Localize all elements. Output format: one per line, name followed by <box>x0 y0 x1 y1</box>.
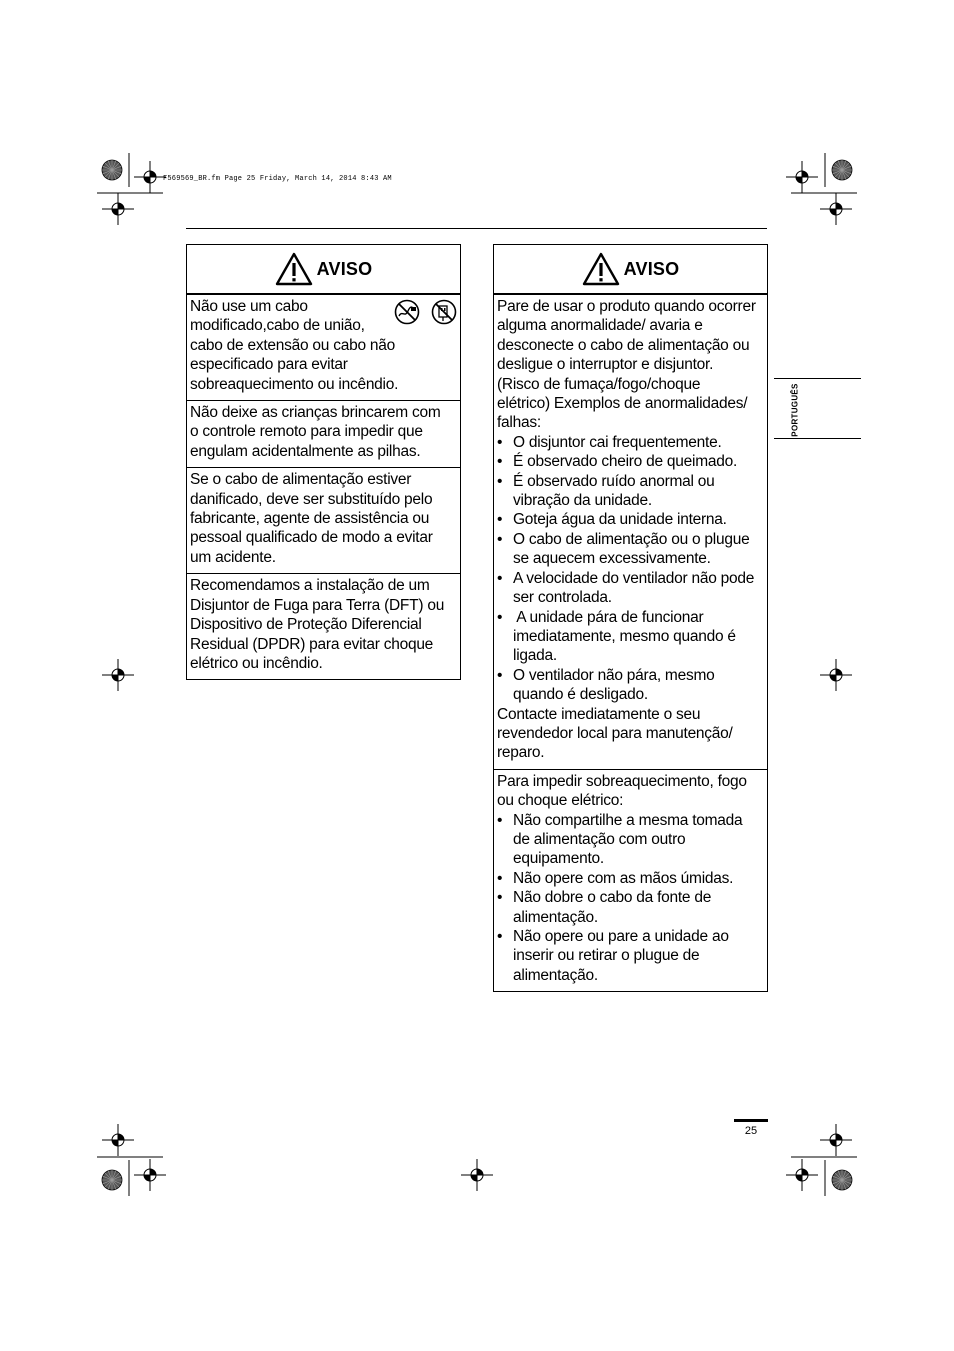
no-modified-cable-icon <box>394 299 420 325</box>
list-item-line: O ventilador não pára, mesmo <box>513 666 715 684</box>
warning-text-line: modificado,cabo de união, <box>190 317 365 335</box>
list-item-line: se aquecem excessivamente. <box>513 550 711 568</box>
warning-text-line: engulam acidentalmente as pilhas. <box>190 442 421 460</box>
registration-mark-icon <box>461 1159 493 1191</box>
file-header: F569569_BR.fm Page 25 Friday, March 14, 2014 8:43 AM <box>163 175 392 183</box>
list-item-line: de alimentação com outro <box>513 830 686 848</box>
warning-text-line: elétrico ou incêndio. <box>190 654 323 672</box>
warning-text-line: ou choque elétrico: <box>497 792 624 810</box>
warning-section <box>187 573 460 679</box>
warning-box-header <box>494 245 767 294</box>
registration-mark-icon <box>102 659 134 691</box>
list-item-line: A velocidade do ventilador não pode <box>513 569 755 587</box>
list-item-line: O disjuntor cai frequentemente. <box>513 433 722 451</box>
warning-text-line: (Risco de fumaça/fogo/choque <box>497 375 701 393</box>
warning-title: AVISO <box>316 258 373 279</box>
warning-text-line: desligue o interruptor e disjuntor. <box>497 356 714 374</box>
warning-text-line: Não use um cabo <box>190 298 308 315</box>
warning-section <box>187 400 460 467</box>
list-item-line: Não opere com as mãos úmidas. <box>513 869 734 887</box>
warning-text-line: Dispositivo de Proteção Diferencial <box>190 616 422 634</box>
language-side-tab-label: PORTUGUÊS <box>790 383 800 437</box>
warning-text-line: o controle remoto para impedir que <box>190 423 423 441</box>
warning-section <box>187 467 460 573</box>
bullet-list <box>497 811 764 986</box>
list-item <box>497 927 764 985</box>
no-extension-cable-icon <box>431 299 457 325</box>
list-item-line: imediatamente, mesmo quando é <box>513 627 736 645</box>
warning-text-line: alguma anormalidade/ avaria e <box>497 317 703 335</box>
warning-text-line: Contacte imediatamente o seu <box>497 705 701 723</box>
list-item-line: Não compartilhe a mesma tomada <box>513 811 743 829</box>
warning-text-line: Para impedir sobreaquecimento, fogo <box>497 772 747 790</box>
warning-section <box>494 294 767 769</box>
list-item <box>497 452 764 471</box>
warning-text-line: Residual (DPDR) para evitar choque <box>190 635 434 653</box>
warning-text-line: sobreaquecimento ou incêndio. <box>190 375 399 393</box>
list-item-line: O cabo de alimentação ou o plugue <box>513 530 750 548</box>
warning-text-line: Pare de usar o produto quando ocorrer <box>497 298 756 315</box>
list-item <box>497 888 764 927</box>
registration-mark-icon <box>820 659 852 691</box>
list-item-line: É observado ruído anormal ou <box>513 472 715 490</box>
list-item-line: alimentação. <box>513 966 598 984</box>
bullet-list <box>497 433 764 705</box>
warning-text-line: elétrico) Exemplos de anormalidades/ <box>497 395 748 413</box>
warning-text-line: danificado, deve ser substituído pelo <box>190 490 433 508</box>
language-side-tab <box>774 378 861 439</box>
warning-box-right <box>493 244 768 992</box>
warning-text-line: revendedor local para manutenção/ <box>497 724 733 742</box>
list-item-line: ligada. <box>513 647 557 665</box>
list-item-line: É observado cheiro de queimado. <box>513 453 738 471</box>
warning-text-line: pessoal qualificado de modo a evitar <box>190 529 433 547</box>
list-item-line: equipamento. <box>513 850 604 868</box>
warning-box-left <box>186 244 461 680</box>
list-item-line: Não dobre o cabo da fonte de <box>513 889 712 907</box>
warning-text-line: especificado para evitar <box>190 356 348 374</box>
list-item <box>497 608 764 666</box>
list-item-line: inserir ou retirar o plugue de <box>513 947 700 965</box>
page-number: 25 <box>744 1125 758 1137</box>
list-item <box>497 510 764 529</box>
warning-text-line: fabricante, agente de assistência ou <box>190 510 430 528</box>
warning-text-line: cabo de extensão ou cabo não <box>190 336 396 354</box>
warning-section <box>494 769 767 991</box>
warning-triangle-icon <box>582 252 620 286</box>
list-item <box>497 433 764 452</box>
warning-text-line: reparo. <box>497 744 545 762</box>
warning-text-line: Se o cabo de alimentação estiver <box>190 471 412 489</box>
list-item-line: quando é desligado. <box>513 686 648 704</box>
list-item-line: vibração da unidade. <box>513 492 652 510</box>
list-item-line: Goteja água da unidade interna. <box>513 511 727 529</box>
warning-text-line: Não deixe as crianças brincarem com <box>190 404 441 422</box>
list-item-line: A unidade pára de funcionar <box>513 608 704 626</box>
top-rule <box>186 228 767 229</box>
warning-title: AVISO <box>623 258 680 279</box>
warning-triangle-icon <box>275 252 313 286</box>
list-item <box>497 811 764 869</box>
list-item <box>497 869 764 888</box>
warning-section <box>187 294 460 400</box>
list-item <box>497 569 764 608</box>
list-item <box>497 666 764 705</box>
warning-text-line: um acidente. <box>190 548 276 566</box>
list-item <box>497 472 764 511</box>
list-item-line: Não opere ou pare a unidade ao <box>513 928 729 945</box>
warning-text-line: falhas: <box>497 414 541 432</box>
prohibition-icons <box>394 299 457 325</box>
warning-box-header <box>187 245 460 294</box>
list-item-line: ser controlada. <box>513 589 612 607</box>
warning-text-line: Disjuntor de Fuga para Terra (DFT) ou <box>190 596 445 614</box>
list-item <box>497 530 764 569</box>
list-item-line: alimentação. <box>513 908 598 926</box>
warning-text-line: desconecte o cabo de alimentação ou <box>497 336 750 354</box>
warning-text-line: Recomendamos a instalação de um <box>190 577 430 595</box>
page-number-bar <box>734 1119 768 1122</box>
